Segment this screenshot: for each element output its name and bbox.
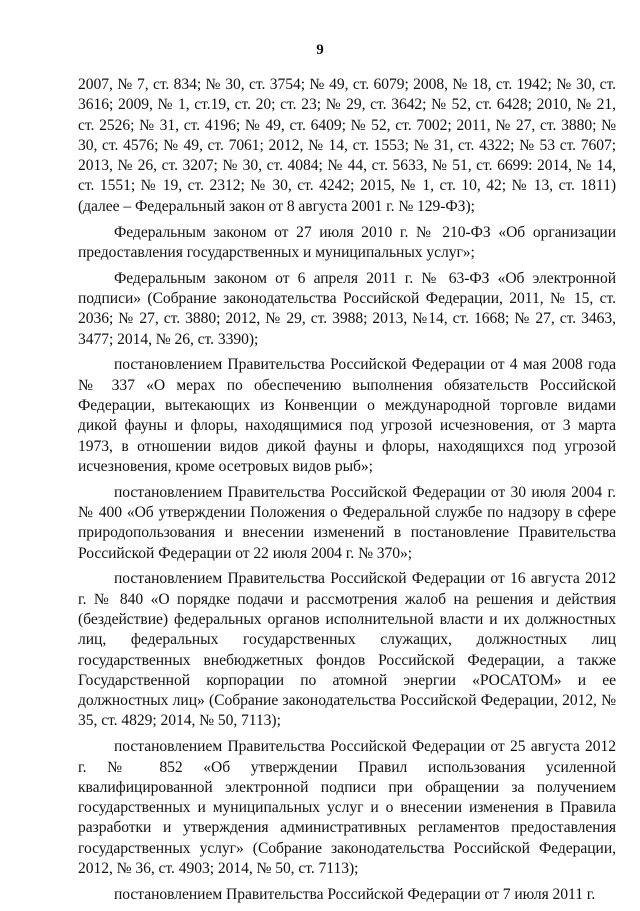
paragraph-law-210-fz: Федеральным законом от 27 июля 2010 г. № 210-ФЗ «Об организации предоставления государственных и муниципальных услуг»; bbox=[78, 223, 616, 261]
document-body bbox=[78, 75, 616, 911]
paragraph-legal-citations: 2007, № 7, ст. 834; № 30, ст. 3754; № 49, ст. 6079; 2008, № 18, ст. 1942; № 30, ст. 3616; 2009, № 1, ст.19, ст. 20; ст. 23; № 29, ст. 3642; № 52, ст. 6428; 2010, № 21, ст. 2526; № 31, ст. 4196; № 49, ст. 6409; № 52, ст. 7002; 2011, № 27, ст. 3880; № 30, ст. 4576; № 49, ст. 7061; 2012, № 14, ст. 1553; № 31, ст. 4322; № 53 ст. 7607; 2013, № 26, ст. 3207; № 30, ст. 4084; № 44, ст. 5633, № 51, ст. 6699: 2014, № 14, ст. 1551; № 19, ст. 2312; № 30, ст. 4242; 2015, № 1, ст. 10, 42; № 13, ст. 1811) (далее – Федеральный закон от 8 августа 2001 г. № 129-ФЗ); bbox=[78, 76, 616, 215]
paragraph-resolution-840: постановлением Правительства Российской Федерации от 16 августа 2012 г. № 840 «О порядке подачи и рассмотрения жалоб на решения и действия (бездействие) федеральных органов исполнительной власти и их должностных лиц, федеральных государственных служащих, должностных лиц государственных внебюджетных фондов Российской Федерации, а также Государственной корпорации по атомной энергии «РОСАТОМ» и ее должностных лиц» (Собрание законодательства Российской Федерации, 2012, № 35, ст. 4829; 2014, № 50, 7113); bbox=[78, 570, 616, 730]
paragraph-law-63-fz: Федеральным законом от 6 апреля 2011 г. № 63-ФЗ «Об электронной подписи» (Собрание законодательства Российской Федерации, 2011, № 15, ст. 2036; № 27, ст. 3880; 2012, № 29, ст. 3988; 2013, №14, ст. 1668; № 27, ст. 3463, 3477; 2014, № 26, ст. 3390); bbox=[78, 269, 616, 348]
paragraph-resolution-337: постановлением Правительства Российской Федерации от 4 мая 2008 года № 337 «О мерах по обеспечению выполнения обязательств Российской Федерации, вытекающих из Конвенции о международной торговле видами дикой фауны и флоры, находящимися под угрозой исчезновения, от 3 марта 1973, в отношении видов дикой фауны и флоры, находящихся под угрозой исчезновения, кроме осетровых видов рыб»; bbox=[78, 356, 616, 475]
paragraph-resolution-2011: постановлением Правительства Российской Федерации от 7 июля 2011 г. bbox=[114, 885, 596, 903]
page-number: 9 bbox=[316, 42, 324, 58]
paragraph-resolution-852: постановлением Правительства Российской Федерации от 25 августа 2012 г. № 852 «Об утверждении Правил использования усиленной квалифицированной электронной подписи при обращении за получением государственных и муниципальных услуг и о внесении изменения в Правила разработки и утверждения административных регламентов предоставления государственных услуг» (Собрание законодательства Российской Федерации, 2012, № 36, ст. 4903; 2014, № 50, ст. 7113); bbox=[78, 738, 616, 877]
paragraph-resolution-400: постановлением Правительства Российской Федерации от 30 июля 2004 г. № 400 «Об утверждении Положения о Федеральной службе по надзору в сфере природопользования и внесении изменений в постановление Правительства Российской Федерации от 22 июля 2004 г. № 370»; bbox=[78, 483, 616, 562]
